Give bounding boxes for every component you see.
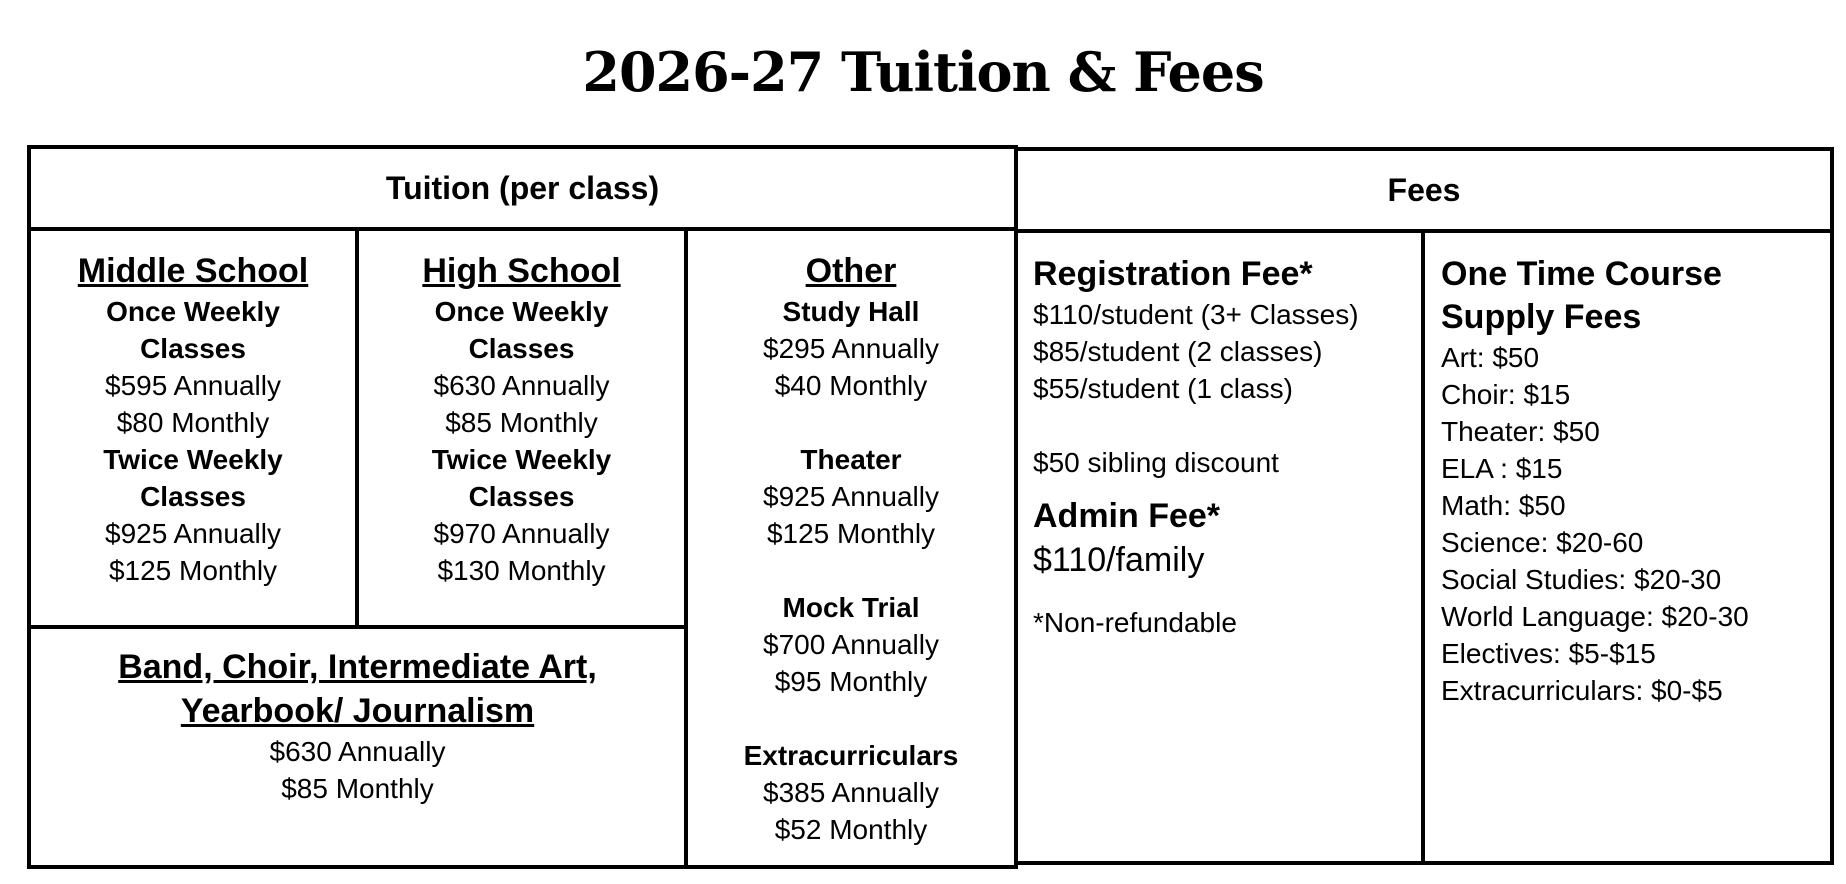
other-item-annual: $295 Annually [763, 333, 939, 364]
other-item-name: Mock Trial [782, 592, 920, 623]
hs-once-label: Once Weekly Classes [434, 296, 609, 364]
middle-school-cell [31, 249, 355, 589]
other-heading: Other [805, 252, 897, 290]
supply-heading: Supply Fees [1441, 298, 1642, 336]
supply-heading: One Time Course [1441, 255, 1722, 293]
band-cell [31, 645, 684, 807]
ms-twice-annual: $925 Annually [105, 518, 281, 549]
registration-cell [1033, 253, 1418, 641]
other-item-monthly: $95 Monthly [774, 666, 928, 697]
registration-line: $55/student (1 class) [1033, 373, 1293, 404]
sibling-discount: $50 sibling discount [1033, 447, 1279, 478]
hs-once-annual: $630 Annually [433, 370, 610, 401]
ms-once-monthly: $80 Monthly [116, 407, 270, 438]
other-cell [688, 249, 1014, 848]
supply-item: Electives: $5-$15 [1441, 638, 1656, 669]
ms-twice-label: Twice Weekly Classes [103, 444, 283, 512]
page-title: 2026-27 Tuition & Fees [582, 40, 1264, 104]
registration-line: $85/student (2 classes) [1033, 336, 1323, 367]
high-school-heading: High School [422, 252, 621, 290]
other-item-annual: $385 Annually [763, 777, 939, 808]
high-school-cell [359, 249, 684, 589]
ms-once-label: Once Weekly Classes [106, 296, 280, 364]
other-item-annual: $700 Annually [763, 629, 939, 660]
other-item-monthly: $125 Monthly [766, 518, 936, 549]
other-item-name: Study Hall [782, 296, 920, 327]
supply-item: Art: $50 [1441, 342, 1540, 373]
ms-once-annual: $595 Annually [105, 370, 281, 401]
ms-twice-monthly: $125 Monthly [108, 555, 278, 586]
hs-twice-label: Twice Weekly Classes [431, 444, 612, 512]
band-divider [27, 625, 686, 629]
non-refundable-note: *Non-refundable [1033, 607, 1237, 638]
supply-fees-cell [1441, 253, 1830, 709]
tuition-header-divider [27, 227, 1018, 231]
fees-header: Fees [1387, 171, 1461, 208]
supply-item: Theater: $50 [1441, 416, 1600, 447]
other-item-name: Extracurriculars [743, 740, 959, 771]
supply-item: World Language: $20-30 [1441, 601, 1749, 632]
supply-item: Science: $20-60 [1441, 527, 1644, 558]
supply-item: Math: $50 [1441, 490, 1566, 521]
other-item-monthly: $40 Monthly [774, 370, 928, 401]
hs-twice-annual: $970 Annually [433, 518, 610, 549]
other-item-annual: $925 Annually [763, 481, 939, 512]
other-item-monthly: $52 Monthly [774, 814, 928, 845]
admin-fee-amount: $110/family [1033, 541, 1205, 579]
band-annual: $630 Annually [269, 736, 446, 767]
fees-column-divider [1421, 231, 1425, 865]
supply-item: ELA : $15 [1441, 453, 1563, 484]
registration-heading: Registration Fee* [1033, 255, 1313, 293]
admin-fee-heading: Admin Fee* [1033, 497, 1221, 535]
registration-line: $110/student (3+ Classes) [1033, 299, 1359, 330]
other-item-name: Theater [800, 444, 902, 475]
supply-item: Social Studies: $20-30 [1441, 564, 1722, 595]
supply-item: Extracurriculars: $0-$5 [1441, 675, 1723, 706]
band-heading: Band, Choir, Intermediate Art, Yearbook/ Journalism [118, 648, 597, 730]
middle-school-heading: Middle School [77, 252, 309, 290]
supply-item: Choir: $15 [1441, 379, 1571, 410]
tuition-header: Tuition (per class) [385, 169, 660, 206]
hs-once-monthly: $85 Monthly [445, 407, 598, 438]
hs-twice-monthly: $130 Monthly [437, 555, 606, 586]
band-monthly: $85 Monthly [281, 773, 434, 804]
